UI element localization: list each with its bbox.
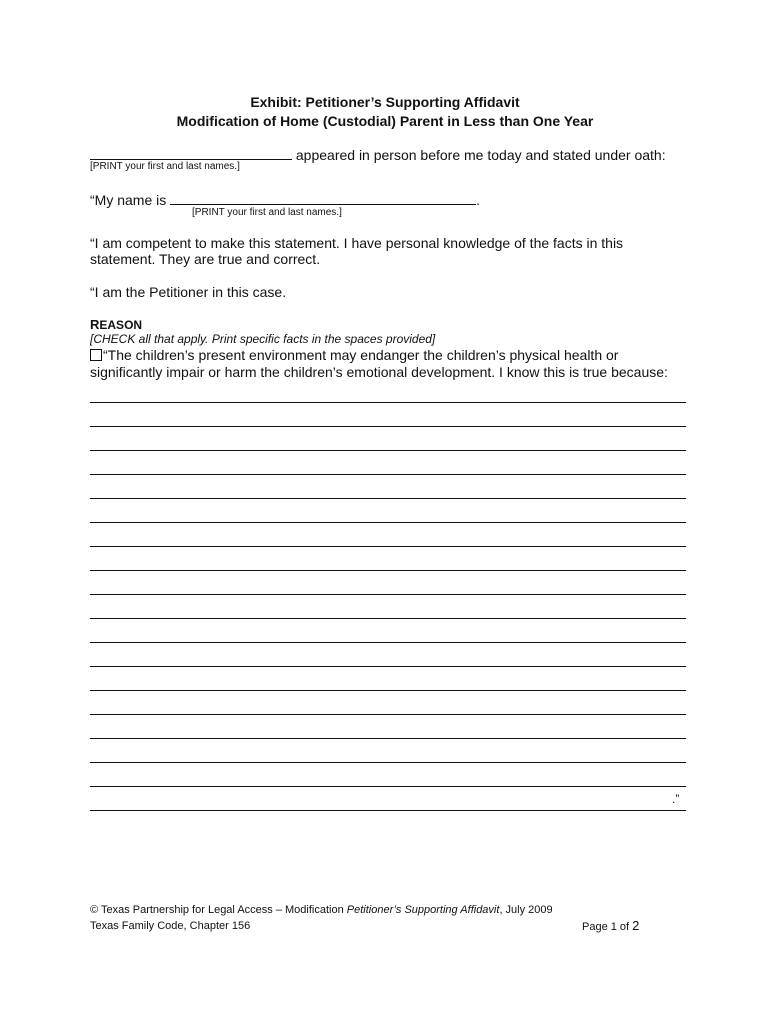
answer-line[interactable] xyxy=(90,714,686,715)
answer-line[interactable] xyxy=(90,618,686,619)
answer-line[interactable] xyxy=(90,402,686,403)
answer-line[interactable] xyxy=(90,450,686,451)
answer-line[interactable] xyxy=(90,786,686,787)
document-title-line-1: Exhibit: Petitioner’s Supporting Affidavit xyxy=(250,94,520,110)
reason-heading-rest: EASON xyxy=(99,318,143,332)
answer-line[interactable] xyxy=(90,594,686,595)
document-title-line-2: Modification of Home (Custodial) Parent in Less than One Year xyxy=(176,113,594,129)
footer-copyright-suffix: , July 2009 xyxy=(499,904,553,916)
answer-line[interactable] xyxy=(90,546,686,547)
my-name-blank[interactable] xyxy=(170,190,476,205)
reason-item-line-2: significantly impair or harm the children’s emotional development. I know this is true because: xyxy=(90,364,668,380)
closing-quote-mark: .” xyxy=(672,792,680,806)
competent-line-2: statement. They are true and correct. xyxy=(90,251,321,267)
reason-heading-first: R xyxy=(90,317,100,332)
reason-item-text-1: “The children’s present environment may endanger the children’s physical health or xyxy=(103,347,619,363)
footer-code: Texas Family Code, Chapter 156 xyxy=(90,920,251,932)
answer-line[interactable] xyxy=(90,762,686,763)
print-names-hint: [PRINT your first and last names.] xyxy=(90,161,240,172)
reason-item-line-1 xyxy=(90,347,618,363)
page-number xyxy=(582,918,639,933)
petitioner-name-blank[interactable] xyxy=(90,145,292,160)
answer-line[interactable] xyxy=(90,666,686,667)
answer-line[interactable] xyxy=(90,498,686,499)
answer-line[interactable] xyxy=(90,522,686,523)
reason-heading xyxy=(90,317,142,332)
answer-line[interactable] xyxy=(90,690,686,691)
footer-copyright-title: Petitioner’s Supporting Affidavit xyxy=(346,904,500,916)
my-name-end: . xyxy=(476,192,481,208)
page-label: Page 1 of xyxy=(582,921,633,933)
answer-line[interactable] xyxy=(90,810,686,811)
answer-line[interactable] xyxy=(90,738,686,739)
footer-copyright xyxy=(90,904,553,916)
petitioner-statement: “I am the Petitioner in this case. xyxy=(90,284,287,300)
answer-line[interactable] xyxy=(90,474,686,475)
competent-line-1: “I am competent to make this statement. I have personal knowledge of the facts in this xyxy=(90,235,624,251)
print-names-hint-2: [PRINT your first and last names.] xyxy=(192,207,342,218)
reason-instruction: [CHECK all that apply. Print specific facts in the spaces provided] xyxy=(90,332,436,346)
appeared-text: appeared in person before me today and stated under oath: xyxy=(295,147,666,163)
footer-copyright-prefix: © Texas Partnership for Legal Access – Modification xyxy=(90,904,347,916)
my-name-statement xyxy=(90,190,480,208)
my-name-lead: “My name is xyxy=(90,192,167,208)
answer-line[interactable] xyxy=(90,642,686,643)
page-total: 2 xyxy=(632,918,640,933)
answer-line[interactable] xyxy=(90,570,686,571)
answer-line[interactable] xyxy=(90,426,686,427)
reason-checkbox[interactable] xyxy=(90,349,102,361)
